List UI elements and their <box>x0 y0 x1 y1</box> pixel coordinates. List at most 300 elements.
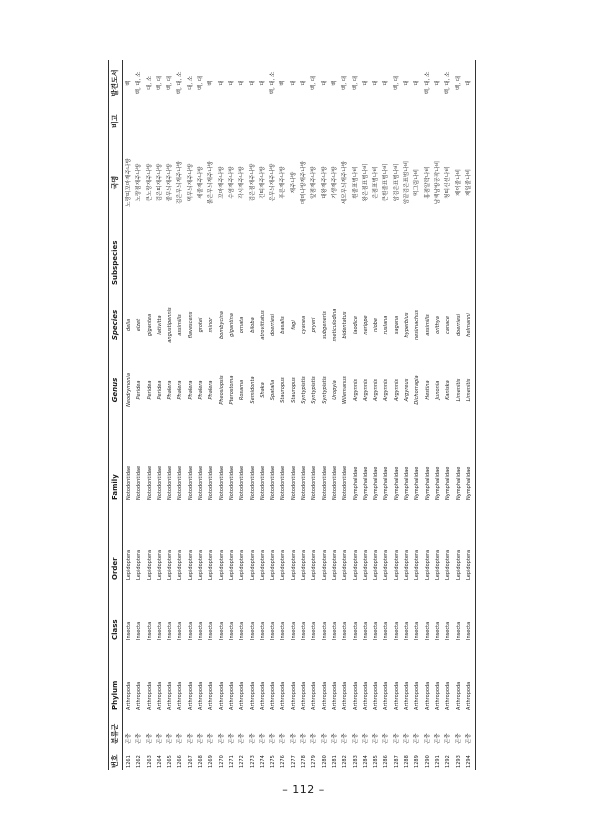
cell-class: Insecta <box>259 621 266 640</box>
cell-no: 1286 <box>383 755 390 768</box>
cell-phylum: Arthropoda <box>280 681 287 710</box>
cell-found-islands: 백, 대 <box>342 76 349 91</box>
cell-category: 곤충 <box>198 733 205 744</box>
cell-order: Lepidoptera <box>373 549 380 580</box>
cell-korean-name: 검은띠재주나방 <box>156 163 163 202</box>
cell-class: Insecta <box>136 621 143 640</box>
cell-class: Insecta <box>228 621 235 640</box>
cell-order: Lepidoptera <box>465 549 472 580</box>
cell-class: Insecta <box>373 621 380 640</box>
cell-family: Notodontidae <box>259 465 266 500</box>
cell-genus: Syntypistis <box>321 376 328 404</box>
table-body <box>124 60 474 770</box>
cell-found-islands: 백, 대 <box>198 76 205 91</box>
cell-class: Insecta <box>280 621 287 640</box>
cell-family: Nymphalidae <box>373 466 380 500</box>
cell-no: 1287 <box>393 755 400 768</box>
cell-category: 곤충 <box>290 733 297 744</box>
cell-order: Lepidoptera <box>228 549 235 580</box>
table-row <box>309 60 319 770</box>
cell-order: Lepidoptera <box>167 549 174 580</box>
cell-genus: Hestina <box>424 380 431 400</box>
table-row <box>278 60 288 770</box>
cell-category: 곤충 <box>249 733 256 744</box>
cell-phylum: Arthropoda <box>383 681 390 710</box>
cell-found-islands: 백, 대 <box>455 76 462 91</box>
cell-family: Notodontidae <box>342 465 349 500</box>
cell-order: Lepidoptera <box>383 549 390 580</box>
cell-korean-name: 앞점재주나방 <box>311 166 318 199</box>
cell-family: Notodontidae <box>249 465 256 500</box>
cell-species: fagi <box>290 320 297 330</box>
cell-genus: Semidonta <box>249 376 256 404</box>
table-row <box>248 60 258 770</box>
cell-family: Nymphalidae <box>445 466 452 500</box>
cell-species: laodice <box>352 315 359 335</box>
table-row <box>258 60 268 770</box>
cell-no: 1285 <box>373 755 380 768</box>
cell-order: Lepidoptera <box>239 549 246 580</box>
cell-phylum: Arthropoda <box>126 681 132 710</box>
cell-family: Notodontidae <box>126 465 132 500</box>
cell-species: helmanni <box>465 313 472 337</box>
cell-phylum: Arthropoda <box>290 681 297 710</box>
cell-found-islands: 대 <box>249 80 256 86</box>
cell-phylum: Arthropoda <box>455 681 462 710</box>
cell-family: Notodontidae <box>290 465 297 500</box>
cell-korean-name: 검은점재주나방 <box>249 163 256 202</box>
cell-species: ruslana <box>383 315 390 335</box>
cell-category: 곤충 <box>414 733 421 744</box>
rotated-page-area <box>108 60 493 770</box>
cell-korean-name: 꼬마재주나방 <box>218 166 225 199</box>
cell-genus: Neodrymonia <box>126 373 132 407</box>
cell-family: Nymphalidae <box>434 466 441 500</box>
cell-species: canace <box>445 316 452 334</box>
cell-order: Lepidoptera <box>290 549 297 580</box>
cell-order: Lepidoptera <box>352 549 359 580</box>
cell-no: 1280 <box>321 755 328 768</box>
header-genus: Genus <box>111 377 119 403</box>
table-row <box>330 60 340 770</box>
cell-species: sagana <box>393 315 400 335</box>
cell-order: Lepidoptera <box>301 549 308 580</box>
cell-found-islands: 대 <box>321 80 328 86</box>
cell-species: elzet <box>136 318 143 332</box>
table-row <box>289 60 299 770</box>
cell-genus: Stauropus <box>280 377 287 403</box>
cell-phylum: Arthropoda <box>424 681 431 710</box>
cell-order: Lepidoptera <box>177 549 184 580</box>
cell-category: 곤충 <box>362 733 369 744</box>
cell-genus: Rosama <box>239 379 246 401</box>
cell-genus: Peridea <box>136 380 143 400</box>
cell-found-islands: 대, 소 <box>187 76 194 91</box>
cell-no: 1291 <box>434 755 441 768</box>
cell-phylum: Arthropoda <box>362 681 369 710</box>
cell-species: delia <box>126 318 132 332</box>
cell-class: Insecta <box>146 621 153 640</box>
cell-korean-name: 줄무늬재주나방 <box>167 163 174 202</box>
cell-family: Nymphalidae <box>414 466 421 500</box>
cell-found-islands: 백, 대, 소 <box>136 71 143 95</box>
cell-order: Lepidoptera <box>362 549 369 580</box>
cell-order: Lepidoptera <box>187 549 194 580</box>
cell-no: 1288 <box>404 755 411 768</box>
table-row <box>124 60 134 770</box>
cell-no: 1283 <box>352 755 359 768</box>
cell-category: 곤충 <box>352 733 359 744</box>
cell-species: angustipennis <box>167 307 174 343</box>
cell-no: 1272 <box>239 755 246 768</box>
header-family: Family <box>111 474 119 500</box>
cell-found-islands: 대 <box>383 80 390 86</box>
cell-class: Insecta <box>126 621 132 640</box>
cell-phylum: Arthropoda <box>146 681 153 710</box>
cell-no: 1267 <box>187 755 194 768</box>
cell-category: 곤충 <box>465 733 472 744</box>
cell-genus: Shaka <box>259 382 266 398</box>
cell-genus: Syntypistis <box>301 376 308 404</box>
cell-found-islands: 백 <box>126 80 132 86</box>
cell-phylum: Arthropoda <box>404 681 411 710</box>
cell-order: Lepidoptera <box>198 549 205 580</box>
table-row <box>340 60 350 770</box>
cell-korean-name: 왕은점표범나비 <box>362 163 369 202</box>
cell-class: Insecta <box>362 621 369 640</box>
header-phylum: Phylum <box>111 680 119 710</box>
cell-genus: Argynnis <box>383 378 390 402</box>
cell-genus: Phalera <box>177 380 184 400</box>
cell-korean-name: 노랑띠꼬마재주나방 <box>126 158 132 207</box>
cell-order: Lepidoptera <box>146 549 153 580</box>
cell-korean-name: 암검은표범나비 <box>393 163 400 202</box>
table-row <box>464 60 474 770</box>
cell-species: gigantea <box>146 313 153 337</box>
cell-species: ornata <box>239 316 246 334</box>
cell-found-islands: 대 <box>228 80 235 86</box>
cell-no: 1284 <box>362 755 369 768</box>
cell-korean-name: 긴띠재주나방 <box>259 166 266 199</box>
cell-korean-name: 기생재주나방 <box>331 166 338 199</box>
header-remark: 비고 <box>111 114 119 128</box>
cell-family: Notodontidae <box>228 465 235 500</box>
cell-species: assimilis <box>424 314 431 336</box>
cell-found-islands: 대 <box>414 80 421 86</box>
cell-korean-name: 대왕재주나방 <box>321 166 328 199</box>
cell-phylum: Arthropoda <box>331 681 338 710</box>
cell-species: hyperbius <box>404 312 411 338</box>
cell-order: Lepidoptera <box>445 549 452 580</box>
table-row <box>165 60 175 770</box>
cell-order: Lepidoptera <box>393 549 400 580</box>
cell-species: grotei <box>198 317 205 333</box>
cell-category: 곤충 <box>301 733 308 744</box>
table-row <box>320 60 330 770</box>
cell-found-islands: 백 <box>331 80 338 86</box>
cell-category: 곤충 <box>218 733 225 744</box>
cell-family: Nymphalidae <box>362 466 369 500</box>
cell-species: subgeneris <box>321 311 328 339</box>
table-row <box>186 60 196 770</box>
cell-genus: Limenitis <box>455 378 462 402</box>
cell-korean-name: 노랑점재주나방 <box>136 163 143 202</box>
table-row <box>423 60 433 770</box>
cell-class: Insecta <box>167 621 174 640</box>
cell-found-islands: 대 <box>362 80 369 86</box>
cell-korean-name: 먹그림나비 <box>414 168 421 197</box>
cell-family: Notodontidae <box>301 465 308 500</box>
cell-genus: Argynnis <box>393 378 400 402</box>
cell-class: Insecta <box>187 621 194 640</box>
cell-no: 1271 <box>228 755 235 768</box>
cell-category: 곤충 <box>424 733 431 744</box>
cell-found-islands: 백, 대 <box>352 76 359 91</box>
cell-class: Insecta <box>414 621 421 640</box>
table-row <box>206 60 216 770</box>
cell-no: 1282 <box>342 755 349 768</box>
cell-no: 1294 <box>465 755 472 768</box>
cell-genus: Junonia <box>434 380 441 400</box>
cell-phylum: Arthropoda <box>311 681 318 710</box>
cell-category: 곤충 <box>434 733 441 744</box>
cell-family: Notodontidae <box>146 465 153 500</box>
cell-found-islands: 백, 대, 소 <box>177 71 184 95</box>
species-table <box>108 60 493 770</box>
cell-phylum: Arthropoda <box>228 681 235 710</box>
cell-phylum: Arthropoda <box>434 681 441 710</box>
cell-species: bidentatus <box>342 311 349 339</box>
cell-species: doerriesi <box>270 313 277 337</box>
cell-category: 곤충 <box>146 733 153 744</box>
cell-phylum: Arthropoda <box>156 681 163 710</box>
cell-genus: Phalera <box>187 380 194 400</box>
page-number: – 112 – <box>282 783 325 796</box>
cell-category: 곤충 <box>270 733 277 744</box>
cell-phylum: Arthropoda <box>270 681 277 710</box>
cell-category: 곤충 <box>187 733 194 744</box>
cell-no: 1277 <box>290 755 297 768</box>
cell-phylum: Arthropoda <box>393 681 400 710</box>
cell-species: minor <box>208 317 215 333</box>
cell-category: 곤충 <box>321 733 328 744</box>
cell-species: pryeri <box>311 317 318 333</box>
cell-phylum: Arthropoda <box>445 681 452 710</box>
cell-order: Lepidoptera <box>311 549 318 580</box>
cell-order: Lepidoptera <box>404 549 411 580</box>
cell-no: 1281 <box>331 755 338 768</box>
cell-category: 곤충 <box>404 733 411 744</box>
cell-no: 1289 <box>414 755 421 768</box>
cell-korean-name: 큰노랑재주나방 <box>146 163 153 202</box>
table-row <box>175 60 185 770</box>
header-category: 분류군 <box>111 723 119 744</box>
cell-korean-name: 제이줄나비 <box>455 168 462 197</box>
cell-found-islands: 대 <box>290 80 297 86</box>
table-bottom-rule <box>475 60 476 770</box>
header-korean-name: 국명 <box>111 175 119 190</box>
cell-phylum: Arthropoda <box>259 681 266 710</box>
cell-phylum: Arthropoda <box>208 681 215 710</box>
cell-category: 곤충 <box>177 733 184 744</box>
cell-korean-name: 재주나방 <box>290 171 297 194</box>
cell-korean-name: 세줄재주나방 <box>198 166 205 199</box>
cell-species: bombycina <box>218 311 225 339</box>
cell-found-islands: 대 <box>301 80 308 86</box>
table-row <box>361 60 371 770</box>
cell-family: Notodontidae <box>321 465 328 500</box>
cell-family: Notodontidae <box>311 465 318 500</box>
cell-phylum: Arthropoda <box>301 681 308 710</box>
cell-genus: Argynnis <box>362 378 369 402</box>
cell-korean-name: 붉은무늬재주나방 <box>208 160 215 205</box>
cell-korean-name: 매미나방재주나방 <box>301 160 308 205</box>
table-row <box>217 60 227 770</box>
cell-class: Insecta <box>156 621 163 640</box>
cell-family: Nymphalidae <box>455 466 462 500</box>
cell-found-islands: 대 <box>218 80 225 86</box>
cell-family: Nymphalidae <box>383 466 390 500</box>
cell-found-islands: 대 <box>259 80 266 86</box>
cell-family: Notodontidae <box>136 465 143 500</box>
cell-species: basalis <box>280 316 287 334</box>
cell-category: 곤충 <box>445 733 452 744</box>
cell-genus: Pheosiopsis <box>218 375 225 405</box>
cell-phylum: Arthropoda <box>177 681 184 710</box>
cell-order: Lepidoptera <box>270 549 277 580</box>
cell-species: gigantina <box>228 313 235 337</box>
cell-class: Insecta <box>342 621 349 640</box>
table-row <box>433 60 443 770</box>
cell-family: Nymphalidae <box>424 466 431 500</box>
cell-genus: Argynnis <box>352 378 359 402</box>
cell-species: flavescens <box>187 311 194 339</box>
cell-genus: Limenitis <box>465 378 472 402</box>
table-header-rule <box>122 60 123 770</box>
table-row <box>371 60 381 770</box>
cell-species: niobe <box>373 318 380 332</box>
cell-found-islands: 대 <box>404 80 411 86</box>
cell-found-islands: 백, 대 <box>393 76 400 91</box>
table-row <box>412 60 422 770</box>
table-row <box>196 60 206 770</box>
cell-no: 1263 <box>146 755 153 768</box>
header-subspecies: Subspecies <box>111 240 119 285</box>
cell-category: 곤충 <box>311 733 318 744</box>
cell-phylum: Arthropoda <box>321 681 328 710</box>
cell-genus: Syntypistis <box>311 376 318 404</box>
cell-category: 곤충 <box>208 733 215 744</box>
table-row <box>134 60 144 770</box>
cell-no: 1293 <box>455 755 462 768</box>
cell-no: 1274 <box>259 755 266 768</box>
cell-phylum: Arthropoda <box>218 681 225 710</box>
cell-class: Insecta <box>321 621 328 640</box>
cell-class: Insecta <box>331 621 338 640</box>
table-row <box>268 60 278 770</box>
cell-found-islands: 백 <box>208 80 215 86</box>
cell-class: Insecta <box>239 621 246 640</box>
cell-korean-name: 은무늬재주나방 <box>270 163 277 202</box>
cell-category: 곤충 <box>342 733 349 744</box>
cell-korean-name: 각시재주나방 <box>239 166 246 199</box>
cell-species: orithya <box>434 316 441 334</box>
cell-species: cyanea <box>301 315 308 335</box>
cell-no: 1292 <box>445 755 452 768</box>
cell-genus: Pterostoma <box>228 375 235 405</box>
cell-species: atrovittatus <box>259 310 266 340</box>
cell-no: 1268 <box>198 755 205 768</box>
cell-family: Nymphalidae <box>404 466 411 500</box>
cell-class: Insecta <box>218 621 225 640</box>
cell-order: Lepidoptera <box>280 549 287 580</box>
cell-class: Insecta <box>301 621 308 640</box>
cell-found-islands: 백, 대 <box>167 76 174 91</box>
cell-no: 1264 <box>156 755 163 768</box>
cell-family: Notodontidae <box>177 465 184 500</box>
cell-order: Lepidoptera <box>126 549 132 580</box>
cell-found-islands: 백, 대, 소 <box>270 71 277 95</box>
header-species: Species <box>111 309 119 341</box>
header-class: Class <box>111 619 119 640</box>
table-row <box>402 60 412 770</box>
cell-species: doerriesi <box>455 313 462 337</box>
table-row <box>155 60 165 770</box>
cell-family: Notodontidae <box>331 465 338 500</box>
cell-category: 곤충 <box>126 733 132 744</box>
cell-phylum: Arthropoda <box>187 681 194 710</box>
cell-class: Insecta <box>383 621 390 640</box>
cell-phylum: Arthropoda <box>465 681 472 710</box>
cell-order: Lepidoptera <box>218 549 225 580</box>
cell-family: Notodontidae <box>280 465 287 500</box>
cell-genus: Spatalia <box>270 379 277 401</box>
cell-category: 곤충 <box>167 733 174 744</box>
cell-order: Lepidoptera <box>136 549 143 580</box>
table-row <box>381 60 391 770</box>
cell-category: 곤충 <box>156 733 163 744</box>
cell-class: Insecta <box>249 621 256 640</box>
cell-no: 1265 <box>167 755 174 768</box>
cell-phylum: Arthropoda <box>352 681 359 710</box>
cell-class: Insecta <box>270 621 277 640</box>
cell-family: Nymphalidae <box>393 466 400 500</box>
cell-genus: Peridea <box>156 380 163 400</box>
cell-family: Nymphalidae <box>465 466 472 500</box>
cell-genus: Stauropus <box>290 377 297 403</box>
cell-korean-name: 은점표범나비 <box>373 166 380 199</box>
cell-class: Insecta <box>465 621 472 640</box>
cell-category: 곤충 <box>455 733 462 744</box>
cell-order: Lepidoptera <box>424 549 431 580</box>
cell-phylum: Arthropoda <box>167 681 174 710</box>
cell-category: 곤충 <box>331 733 338 744</box>
cell-found-islands: 백, 대 <box>156 76 163 91</box>
cell-category: 곤충 <box>228 733 235 744</box>
header-found-islands: 발견도서 <box>111 69 119 97</box>
cell-species: lativitta <box>156 315 163 335</box>
cell-korean-name: 세모무늬재주나방 <box>342 160 349 205</box>
cell-class: Insecta <box>198 621 205 640</box>
cell-species: biloba <box>249 317 256 333</box>
cell-genus: Phalera <box>167 380 174 400</box>
cell-found-islands: 백, 대, 소 <box>424 71 431 95</box>
cell-korean-name: 검은무늬재주나방 <box>177 160 184 205</box>
cell-no: 1270 <box>218 755 225 768</box>
cell-korean-name: 남색남방공작나비 <box>434 160 441 205</box>
cell-genus: Argyreus <box>404 378 411 402</box>
cell-order: Lepidoptera <box>434 549 441 580</box>
